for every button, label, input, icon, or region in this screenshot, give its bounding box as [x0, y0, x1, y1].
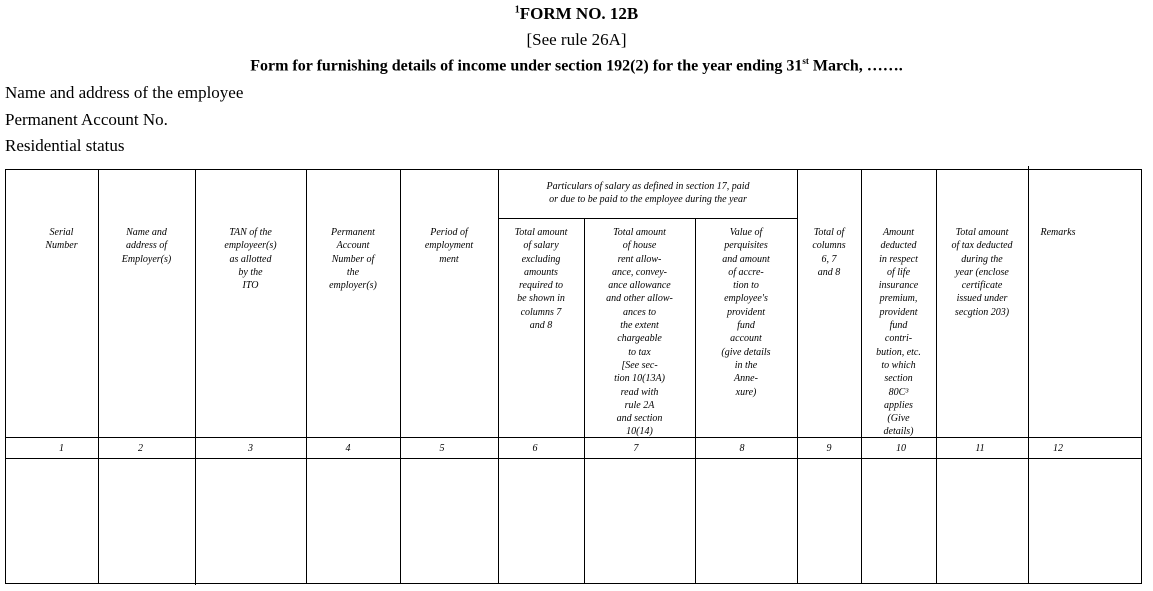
col-header-tan: TAN of the employeer(s) as allotted by the ITO [224, 227, 277, 292]
col-number: 4 [345, 443, 351, 454]
col-number: 8 [739, 443, 745, 454]
field-pan: Permanent Account No. [5, 110, 168, 129]
header-bottom-border [5, 437, 1142, 438]
col-header-total-columns: Total of columns 6, 7 and 8 [812, 227, 846, 278]
col-divider [1141, 169, 1142, 583]
col-header-allowances: Total amount of house rent allow- ance, convey- ance allowance and other allow- ances to the extent chargeable to tax [See sec- tion 10(13A) read with rule 2A and section 10(14) [606, 227, 673, 438]
col-header-tax-deducted: Total amount of tax deducted during the year (enclose certificate issued under secgtion 203) [951, 227, 1013, 318]
col-number: 7 [633, 443, 639, 454]
col-header-employer-pan: Permanent Account Number of the employer(s) [329, 227, 377, 292]
form-title: $^1$FORM NO. 12B [514, 4, 639, 23]
col-header-period: Period of employment ment [424, 227, 474, 265]
salary-group-header: Particulars of salary as defined in section 17, paid or due to be paid to the employee during the year [546, 181, 750, 206]
table-bottom-border [5, 583, 1142, 584]
col-number: 5 [439, 443, 445, 454]
table-top-border [5, 169, 1142, 170]
col-number: 10 [896, 443, 906, 454]
col-number: 3 [248, 443, 253, 454]
col-number: 11 [975, 443, 985, 454]
col-header-total-salary: Total amount of salary excluding amounts required to be shown in columns 7 and 8 [514, 227, 568, 332]
col-header-perquisites: Value of perquisites and amount of accre- tion to employee's provident fund account (give details in the Anne- xure) [721, 227, 771, 398]
col-number: 2 [138, 443, 143, 454]
group-header-underline [498, 218, 798, 219]
col-number: 12 [1053, 443, 1063, 454]
number-row-bottom-border [5, 458, 1142, 459]
col-header-remarks: Remarks [1040, 227, 1076, 238]
footnote-mark: 1 [514, 4, 520, 16]
form-subtitle: Form for furnishing details of income under section 192(2) for the year ending 31st March, ……. [250, 56, 903, 75]
field-employee-name-address: Name and address of the employee [5, 83, 244, 102]
col-header-serial-number: Serial Number [45, 227, 78, 252]
field-residential-status: Residential status [5, 136, 125, 155]
col-number: 6 [532, 443, 538, 454]
col-number: 1 [59, 443, 64, 454]
col-header-employer-name: Name and address of Employer(s) [121, 227, 172, 265]
rule-reference: [See rule 26A] [526, 30, 627, 49]
col-header-deductions: Amount deducted in respect of life insurance premium, provident fund contri- bution, etc. to which section 80C³ applies (Give details) [876, 227, 921, 438]
col-number: 9 [826, 443, 832, 454]
